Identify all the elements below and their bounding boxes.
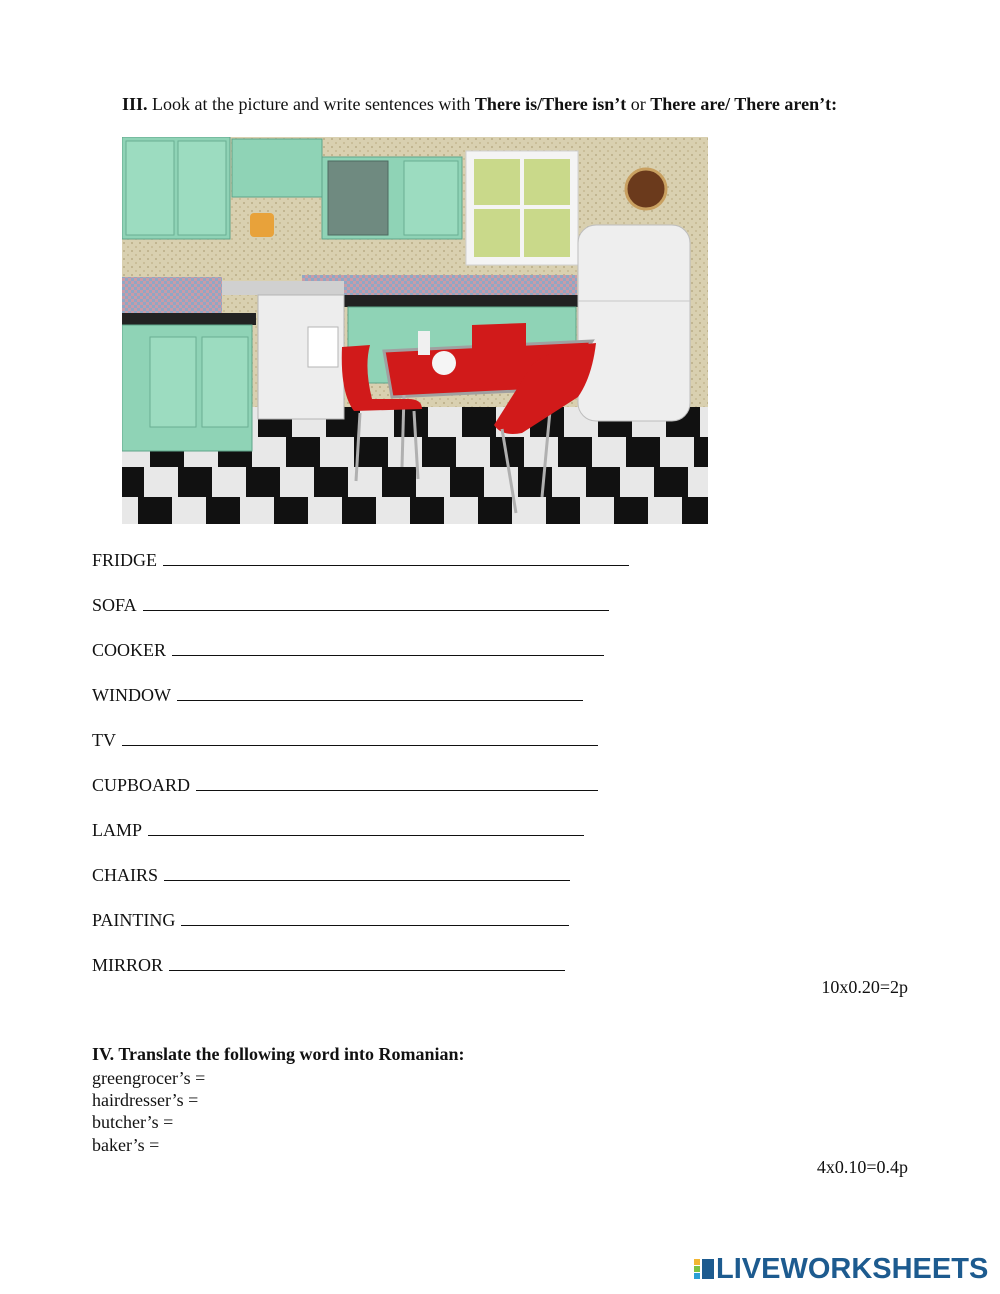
exercise-number: III. <box>122 94 148 114</box>
translate-item: butcher’s = <box>92 1112 174 1132</box>
item-label: CHAIRS <box>92 865 159 885</box>
instruction-text-1: Look at the picture and write sentences with <box>147 94 475 114</box>
exercise-4-score: 4x0.10=0.4p <box>816 1157 908 1177</box>
translate-item: hairdresser’s = <box>92 1090 199 1110</box>
item-label: MIRROR <box>92 955 164 975</box>
exercise-3-score: 10x0.20=2p <box>821 977 908 997</box>
sentence-row <box>92 684 583 706</box>
instruction-bold-2: There are/ There aren’t: <box>650 94 838 114</box>
liveworksheets-logo-icon <box>694 1257 716 1281</box>
instruction-text-2: or <box>626 94 651 114</box>
answer-blank[interactable] <box>148 819 584 836</box>
exercise-3-instruction <box>122 94 837 115</box>
exercise-4-title: IV. Translate the following word into Romanian: <box>92 1044 465 1064</box>
item-label: SOFA <box>92 595 137 615</box>
answer-blank[interactable] <box>177 684 583 701</box>
answer-blank[interactable] <box>172 639 604 656</box>
sentence-row <box>92 909 569 931</box>
sentence-row <box>92 819 584 841</box>
item-label: LAMP <box>92 820 143 840</box>
translate-item: baker’s = <box>92 1135 160 1155</box>
item-label: FRIDGE <box>92 550 158 570</box>
sentence-row <box>92 729 598 751</box>
sentence-row <box>92 549 629 571</box>
item-label: PAINTING <box>92 910 176 930</box>
instruction-bold-1: There is/There isn’t <box>474 94 627 114</box>
answer-blank[interactable] <box>181 909 569 926</box>
answer-blank[interactable] <box>164 864 570 881</box>
sentence-row <box>92 864 570 886</box>
translate-item: greengrocer’s = <box>92 1068 206 1088</box>
sentence-row <box>92 774 598 796</box>
item-label: CUPBOARD <box>92 775 191 795</box>
answer-blank[interactable] <box>122 729 598 746</box>
kitchen-picture <box>122 137 708 524</box>
answer-blank[interactable] <box>163 549 629 566</box>
sentence-row <box>92 639 604 661</box>
answer-blank[interactable] <box>169 954 565 971</box>
item-label: TV <box>92 730 116 750</box>
liveworksheets-brand-text: LIVEWORKSHEETS <box>716 1253 989 1285</box>
answer-blank[interactable] <box>196 774 598 791</box>
answer-blank[interactable] <box>143 594 609 611</box>
item-label: WINDOW <box>92 685 171 705</box>
sentence-row <box>92 954 565 976</box>
item-label: COOKER <box>92 640 167 660</box>
liveworksheets-logo <box>694 1255 988 1283</box>
sentence-row <box>92 594 609 616</box>
